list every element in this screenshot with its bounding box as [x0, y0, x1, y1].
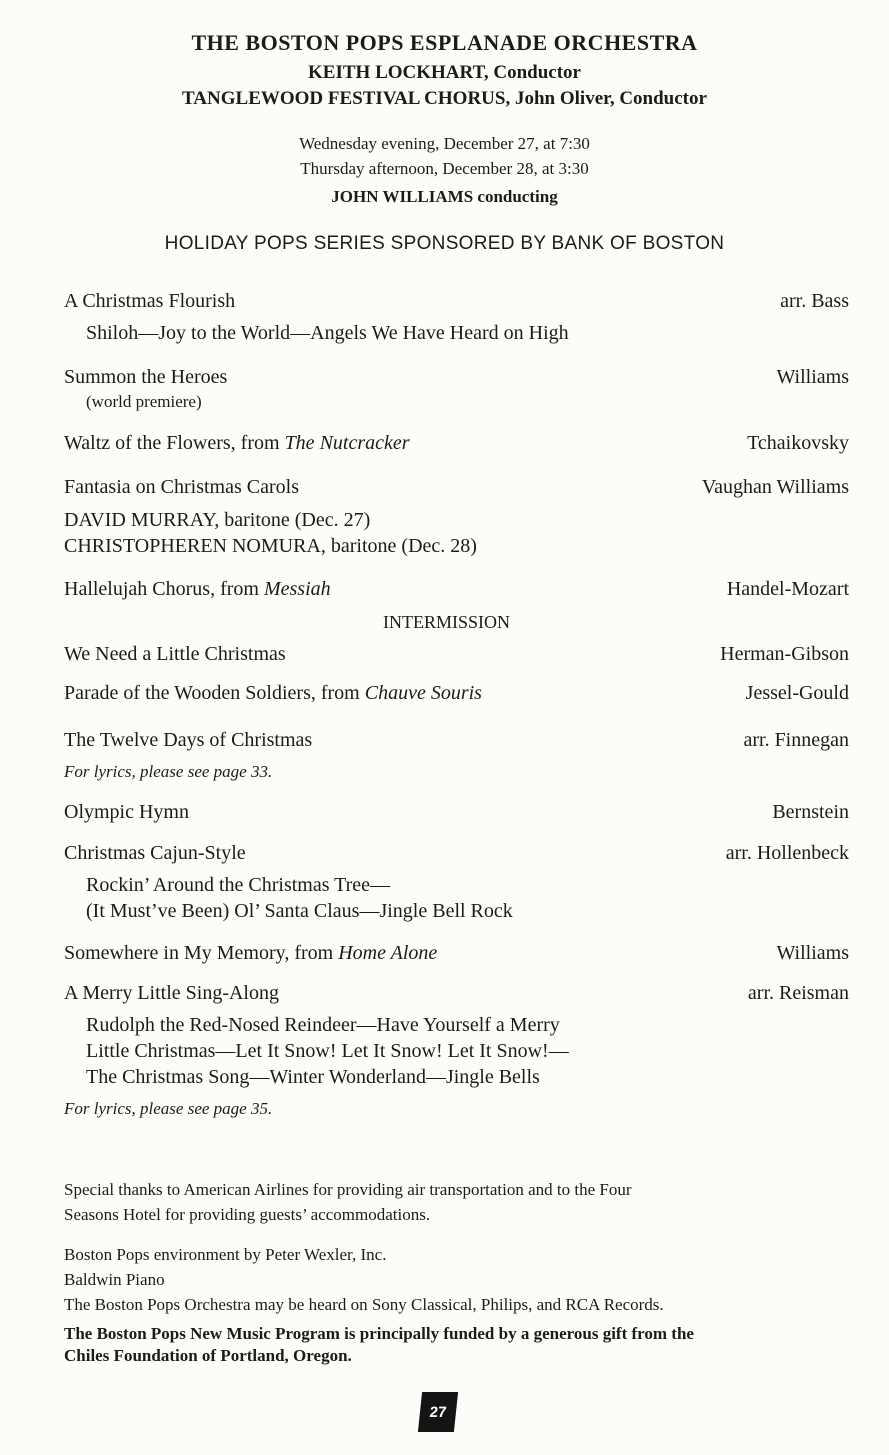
program-item-title [64, 682, 482, 705]
lyrics-note: For lyrics, please see page 33. [64, 762, 273, 781]
title-text: Waltz of the Flowers, from [64, 432, 285, 454]
program-item-title [64, 432, 410, 455]
program-item-composer: arr. Hollenbeck [725, 842, 849, 864]
thanks-line: Special thanks to American Airlines for providing air transportation and to the Four [64, 1180, 632, 1199]
program-item-composer: Tchaikovsky [747, 432, 849, 454]
program-item-subtitle: Little Christmas—Let It Snow! Let It Snow! Let It Snow!— [86, 1040, 569, 1062]
title-text: Hallelujah Chorus, from [64, 578, 264, 600]
program-item-title [64, 578, 331, 601]
thanks-line: Seasons Hotel for providing guests’ accommodations. [64, 1205, 431, 1224]
performance-date-2: Thursday afternoon, December 28, at 3:30 [300, 159, 589, 178]
page-number-badge [418, 1392, 458, 1432]
program-item-title: A Christmas Flourish [64, 290, 236, 312]
page-number: 27 [428, 1403, 448, 1421]
program-item-title: Fantasia on Christmas Carols [64, 476, 299, 498]
intermission-label: INTERMISSION [383, 612, 511, 632]
soloist-line: DAVID MURRAY, baritone (Dec. 27) [64, 509, 371, 531]
work-title: The Nutcracker [284, 432, 410, 454]
program-item-composer: arr. Reisman [747, 982, 849, 1004]
program-item-subtitle: Shiloh—Joy to the World—Angels We Have Heard on High [86, 322, 569, 344]
program-item-composer: Bernstein [772, 801, 849, 823]
guest-conductor: JOHN WILLIAMS conducting [331, 187, 558, 206]
program-item-title: A Merry Little Sing-Along [64, 982, 279, 1004]
program-item-subtitle: Rockin’ Around the Christmas Tree— [86, 874, 391, 896]
program-item-composer: Jessel-Gould [745, 682, 849, 704]
program-item-composer: Handel-Mozart [726, 578, 849, 600]
program-item-title: We Need a Little Christmas [64, 643, 286, 665]
program-item-composer: Herman-Gibson [720, 643, 849, 665]
funding-line: The Boston Pops New Music Program is principally funded by a generous gift from the [64, 1324, 694, 1343]
program-item-title: Olympic Hymn [64, 801, 189, 823]
program-item-title: Christmas Cajun-Style [64, 842, 246, 864]
soloist-line: CHRISTOPHEREN NOMURA, baritone (Dec. 28) [64, 535, 477, 557]
credit-line: Baldwin Piano [64, 1270, 165, 1289]
title-text: Somewhere in My Memory, from [64, 942, 339, 964]
program-item-subtitle: (It Must’ve Been) Ol’ Santa Claus—Jingle Bell Rock [86, 900, 513, 922]
orchestra-title: THE BOSTON POPS ESPLANADE ORCHESTRA [191, 30, 698, 55]
chorus-line: TANGLEWOOD FESTIVAL CHORUS, John Oliver, Conductor [182, 88, 707, 109]
program-item-title: Summon the Heroes [64, 366, 228, 388]
program-item-note: (world premiere) [86, 392, 202, 411]
work-title: Chauve Souris [364, 682, 482, 704]
sponsor-line: HOLIDAY POPS SERIES SPONSORED BY BANK OF BOSTON [164, 233, 725, 254]
credit-line: The Boston Pops Orchestra may be heard on Sony Classical, Philips, and RCA Records. [64, 1295, 664, 1314]
work-title: Home Alone [338, 942, 438, 964]
program-item-composer: Vaughan Williams [701, 476, 849, 498]
funding-line: Chiles Foundation of Portland, Oregon. [64, 1346, 352, 1365]
credit-line: Boston Pops environment by Peter Wexler, Inc. [64, 1245, 387, 1264]
program-item-composer: Williams [776, 942, 849, 964]
program-item-composer: Williams [776, 366, 849, 388]
program-item-composer: arr. Finnegan [743, 729, 849, 751]
performance-date-1: Wednesday evening, December 27, at 7:30 [299, 134, 590, 153]
work-title: Messiah [263, 578, 331, 600]
program-item-subtitle: The Christmas Song—Winter Wonderland—Jingle Bells [86, 1066, 540, 1088]
program-item-title [64, 942, 437, 965]
lyrics-note: For lyrics, please see page 35. [64, 1099, 273, 1118]
program-item-title: The Twelve Days of Christmas [64, 729, 313, 751]
conductor-line: KEITH LOCKHART, Conductor [308, 62, 581, 83]
title-text: Parade of the Wooden Soldiers, from [64, 682, 365, 704]
program-item-composer: arr. Bass [780, 290, 849, 312]
program-item-subtitle: Rudolph the Red-Nosed Reindeer—Have Yourself a Merry [86, 1014, 560, 1036]
